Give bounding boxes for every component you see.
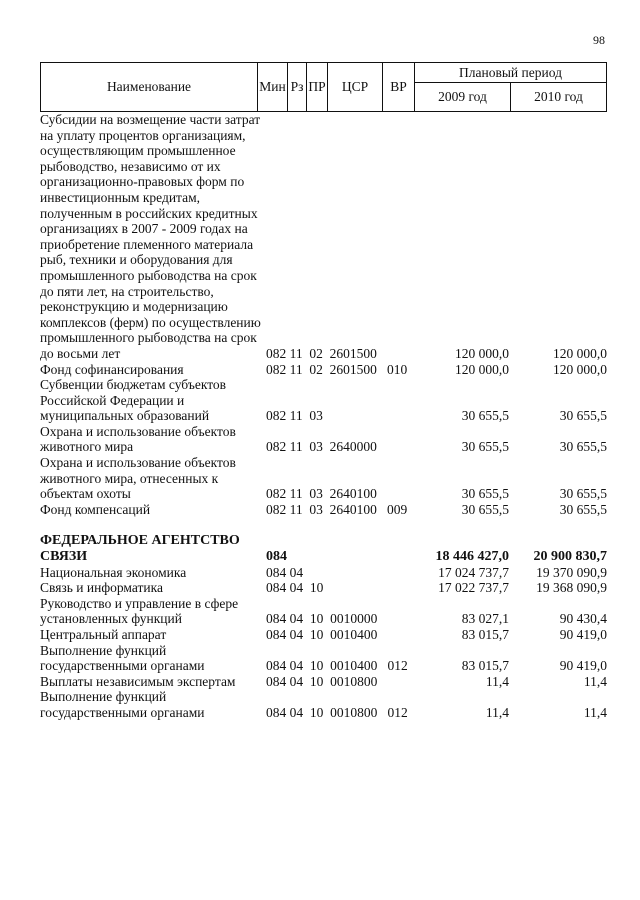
row-value-2009: 120 000,0 [455, 361, 509, 377]
row-value-2010: 11,4 [583, 704, 607, 720]
table-row [40, 362, 620, 378]
table-row [40, 627, 620, 643]
row-codes: 084 04 [266, 564, 304, 580]
row-name: Субвенции бюджетам субъектов Российской Федерации и муниципальных образований [40, 377, 227, 424]
row-value-2009: 120 000,0 [455, 345, 509, 361]
table-body [40, 112, 620, 721]
table-row [40, 643, 620, 674]
row-name: Охрана и использование объектов животного мира [40, 423, 236, 455]
section-spacer [40, 517, 620, 533]
row-codes: 084 [266, 549, 287, 565]
table-row [40, 377, 620, 424]
row-value-2009: 30 655,5 [461, 408, 509, 424]
header-csr: ЦСР [328, 63, 383, 112]
table-row [40, 455, 620, 502]
row-name: Фонд компенсаций [40, 501, 151, 517]
row-codes: 084 04 10 0010800 012 [266, 704, 408, 720]
row-value-2010: 30 655,5 [559, 439, 607, 455]
header-pr: ПР [307, 63, 328, 112]
section-heading-row [40, 533, 620, 564]
table-row [40, 596, 620, 627]
row-value-2010: 90 430,4 [559, 611, 607, 627]
row-value-2009: 83 015,7 [461, 658, 509, 674]
row-name: Центральный аппарат [40, 627, 167, 642]
table-row [40, 112, 620, 362]
row-value-2010: 11,4 [583, 673, 607, 689]
table-row [40, 674, 620, 690]
row-codes: 084 04 10 [266, 580, 324, 596]
row-value-2010: 19 370 090,9 [536, 564, 607, 580]
row-value-2009: 17 022 737,7 [438, 580, 509, 596]
row-value-2010: 20 900 830,7 [533, 549, 607, 565]
row-codes: 082 11 02 2601500 [266, 345, 377, 361]
row-value-2010: 120 000,0 [553, 361, 607, 377]
header-year-2009: 2009 год [415, 83, 511, 112]
row-name: Выполнение функций государственными органами [40, 642, 205, 674]
row-value-2010: 120 000,0 [553, 345, 607, 361]
row-value-2009: 17 024 737,7 [438, 564, 509, 580]
row-name: Субсидии на возмещение части затрат на уплату процентов организациям, осуществляющим промышленное рыбоводство, независимо от их организационно-правовых форм по инвестиционным кредитам, полученным в российских кредитных организациях в 2007 - 2009 годах на приобретение племенного материала рыб, техники и оборудования для промышленного рыбоводства на срок до пяти лет, на строительство, реконструкцию и модернизацию комплексов (ферм) по осуществлению промышленного рыбоводства на срок до восьми лет [40, 112, 261, 361]
row-name: ФЕДЕРАЛЬНОЕ АГЕНТСТВО СВЯЗИ [40, 533, 240, 565]
table-row [40, 424, 620, 455]
row-codes: 084 04 10 0010400 012 [266, 658, 408, 674]
row-codes: 084 04 10 0010800 [266, 673, 378, 689]
row-value-2010: 30 655,5 [559, 486, 607, 502]
page-number: 98 [593, 33, 605, 47]
header-name: Наименование [41, 63, 258, 112]
row-value-2009: 18 446 427,0 [435, 549, 509, 565]
row-name: Выплаты независимым экспертам [40, 673, 236, 689]
row-codes: 084 04 10 0010400 [266, 627, 378, 642]
row-name: Руководство и управление в сфере установленных функций [40, 595, 239, 627]
row-value-2009: 11,4 [485, 704, 509, 720]
row-name: Выполнение функций государственными органами [40, 689, 205, 720]
row-value-2009: 30 655,5 [461, 501, 509, 517]
row-codes: 082 11 03 2640100 [266, 486, 377, 502]
row-name: Национальная экономика [40, 564, 187, 580]
row-codes: 082 11 02 2601500 010 [266, 361, 408, 377]
header-year-2010: 2010 год [511, 83, 607, 112]
row-value-2010: 30 655,5 [559, 501, 607, 517]
table-header [40, 62, 607, 112]
header-min: Мин [258, 63, 288, 112]
header-planned-period: Плановый период [415, 63, 607, 83]
row-value-2010: 90 419,0 [559, 627, 607, 642]
row-codes: 084 04 10 0010000 [266, 611, 378, 627]
row-value-2010: 19 368 090,9 [536, 580, 607, 596]
table-row [40, 580, 620, 596]
table-row [40, 565, 620, 581]
row-value-2009: 83 015,7 [461, 627, 509, 642]
header-rz: Рз [288, 63, 307, 112]
row-codes: 082 11 03 2640000 [266, 439, 377, 455]
row-value-2009: 30 655,5 [461, 486, 509, 502]
row-name: Связь и информатика [40, 580, 163, 596]
table-row [40, 689, 620, 720]
header-vr: ВР [383, 63, 415, 112]
row-name: Охрана и использование объектов животного мира, отнесенных к объектам охоты [40, 455, 236, 502]
table-row [40, 502, 620, 518]
row-value-2010: 30 655,5 [559, 408, 607, 424]
row-value-2009: 11,4 [485, 673, 509, 689]
row-name: Фонд софинансирования [40, 361, 184, 377]
row-value-2009: 30 655,5 [461, 439, 509, 455]
row-value-2010: 90 419,0 [559, 658, 607, 674]
row-codes: 082 11 03 [266, 408, 323, 424]
row-value-2009: 83 027,1 [461, 611, 509, 627]
row-codes: 082 11 03 2640100 009 [266, 501, 408, 517]
